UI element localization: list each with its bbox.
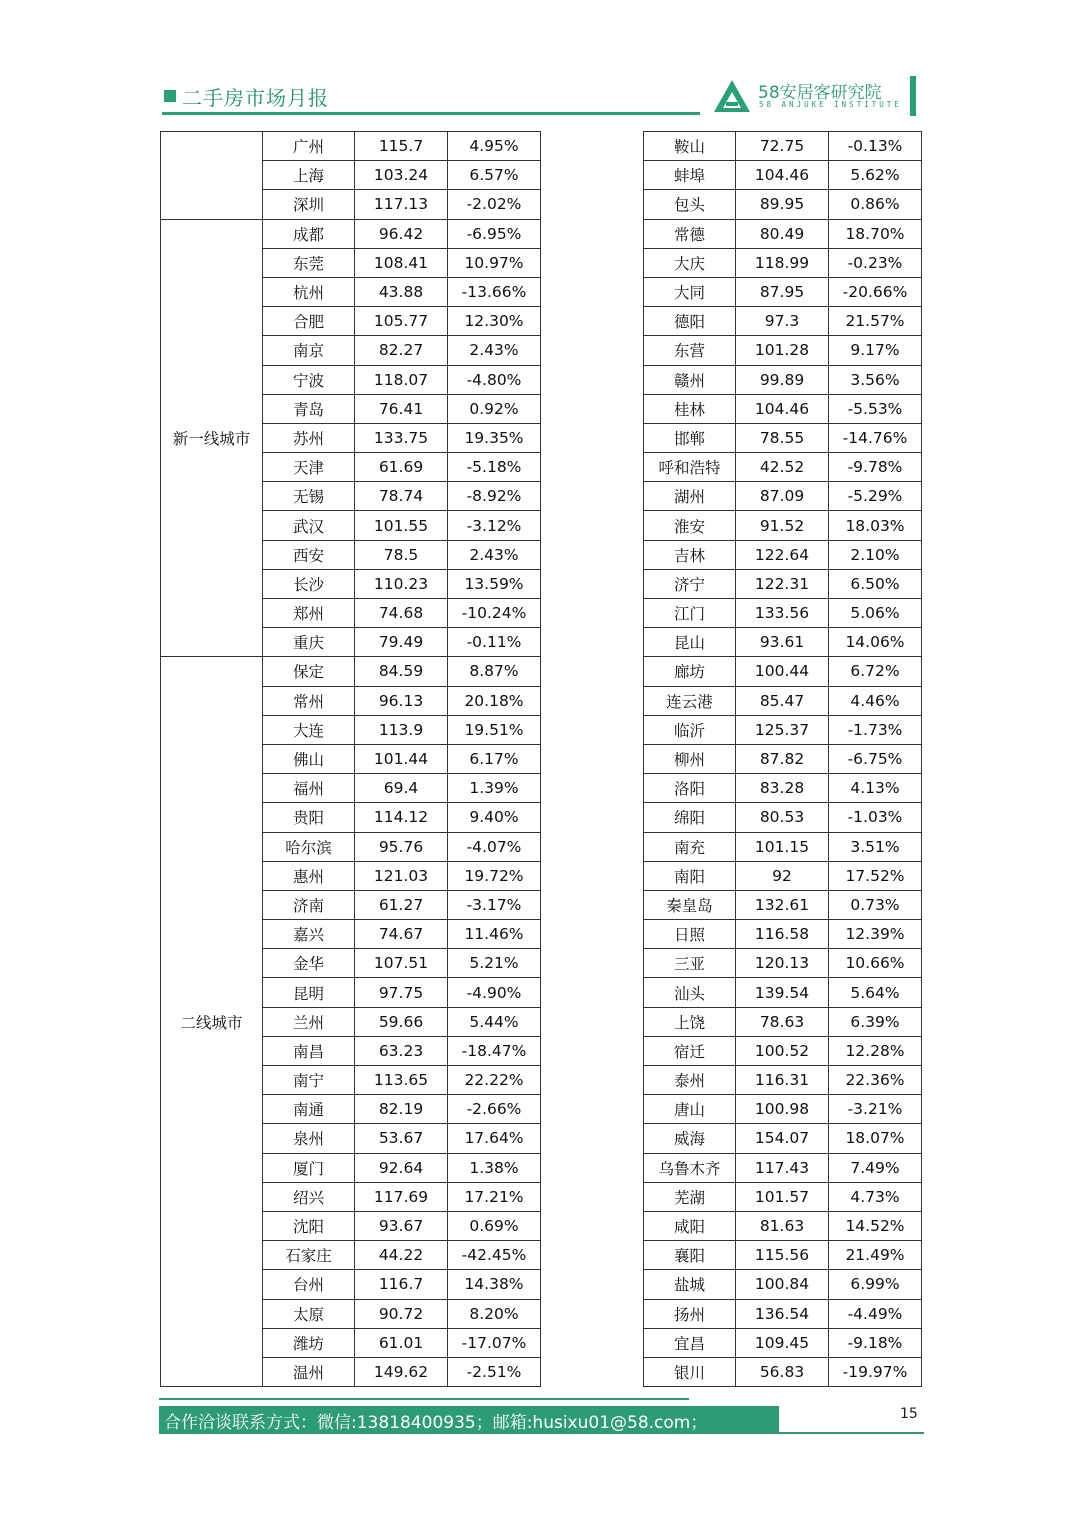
right-value-cell: 56.83 bbox=[736, 1357, 829, 1386]
right-value-cell: 115.56 bbox=[736, 1241, 829, 1270]
left-value-cell: 61.27 bbox=[355, 890, 448, 919]
right-city-cell: 淮安 bbox=[644, 511, 736, 540]
tier-label: 二线城市 bbox=[161, 657, 263, 1387]
left-city-cell: 重庆 bbox=[263, 628, 355, 657]
right-city-cell: 宜昌 bbox=[644, 1328, 736, 1357]
right-change-cell: -14.76% bbox=[829, 423, 922, 452]
right-value-cell: 133.56 bbox=[736, 599, 829, 628]
right-value-cell: 80.49 bbox=[736, 219, 829, 248]
right-change-cell: 14.52% bbox=[829, 1211, 922, 1240]
left-change-cell: -8.92% bbox=[448, 482, 541, 511]
left-change-cell: -4.07% bbox=[448, 832, 541, 861]
left-value-cell: 74.68 bbox=[355, 599, 448, 628]
right-change-cell: -9.78% bbox=[829, 453, 922, 482]
right-city-cell: 汕头 bbox=[644, 978, 736, 1007]
left-value-cell: 117.69 bbox=[355, 1182, 448, 1211]
right-value-cell: 101.28 bbox=[736, 336, 829, 365]
right-value-cell: 72.75 bbox=[736, 132, 829, 161]
left-change-cell: 20.18% bbox=[448, 686, 541, 715]
left-value-cell: 114.12 bbox=[355, 803, 448, 832]
left-value-cell: 101.44 bbox=[355, 744, 448, 773]
left-value-cell: 74.67 bbox=[355, 920, 448, 949]
right-value-cell: 101.15 bbox=[736, 832, 829, 861]
right-city-cell: 襄阳 bbox=[644, 1241, 736, 1270]
left-value-cell: 92.64 bbox=[355, 1153, 448, 1182]
left-city-cell: 福州 bbox=[263, 774, 355, 803]
left-city-cell: 郑州 bbox=[263, 599, 355, 628]
left-city-cell: 贵阳 bbox=[263, 803, 355, 832]
table-body bbox=[161, 132, 922, 1387]
left-city-cell: 东莞 bbox=[263, 248, 355, 277]
left-value-cell: 113.65 bbox=[355, 1066, 448, 1095]
right-change-cell: 0.86% bbox=[829, 190, 922, 219]
right-change-cell: -6.75% bbox=[829, 744, 922, 773]
column-gap bbox=[541, 132, 644, 1387]
right-value-cell: 89.95 bbox=[736, 190, 829, 219]
right-value-cell: 136.54 bbox=[736, 1299, 829, 1328]
right-city-cell: 吉林 bbox=[644, 540, 736, 569]
right-value-cell: 117.43 bbox=[736, 1153, 829, 1182]
left-city-cell: 佛山 bbox=[263, 744, 355, 773]
left-city-cell: 天津 bbox=[263, 453, 355, 482]
left-value-cell: 95.76 bbox=[355, 832, 448, 861]
right-value-cell: 116.58 bbox=[736, 920, 829, 949]
right-change-cell: -1.73% bbox=[829, 715, 922, 744]
left-change-cell: -0.11% bbox=[448, 628, 541, 657]
right-city-cell: 蚌埠 bbox=[644, 161, 736, 190]
left-change-cell: 17.64% bbox=[448, 1124, 541, 1153]
title-square-icon bbox=[164, 90, 176, 102]
left-change-cell: 2.43% bbox=[448, 336, 541, 365]
right-city-cell: 大同 bbox=[644, 277, 736, 306]
right-change-cell: 6.99% bbox=[829, 1270, 922, 1299]
left-value-cell: 79.49 bbox=[355, 628, 448, 657]
left-city-cell: 宁波 bbox=[263, 365, 355, 394]
left-city-cell: 厦门 bbox=[263, 1153, 355, 1182]
left-city-cell: 合肥 bbox=[263, 307, 355, 336]
left-change-cell: 22.22% bbox=[448, 1066, 541, 1095]
right-change-cell: -0.13% bbox=[829, 132, 922, 161]
left-value-cell: 61.69 bbox=[355, 453, 448, 482]
logo-subtext: 58 ANJUKE INSTITUTE bbox=[759, 100, 902, 109]
right-change-cell: 17.52% bbox=[829, 861, 922, 890]
left-city-cell: 保定 bbox=[263, 657, 355, 686]
left-change-cell: -2.66% bbox=[448, 1095, 541, 1124]
left-change-cell: 5.44% bbox=[448, 1007, 541, 1036]
right-change-cell: 6.50% bbox=[829, 569, 922, 598]
left-change-cell: 11.46% bbox=[448, 920, 541, 949]
left-change-cell: 2.43% bbox=[448, 540, 541, 569]
left-city-cell: 武汉 bbox=[263, 511, 355, 540]
right-city-cell: 乌鲁木齐 bbox=[644, 1153, 736, 1182]
left-value-cell: 82.27 bbox=[355, 336, 448, 365]
tier-label bbox=[161, 132, 263, 220]
header-accent-bar bbox=[910, 76, 916, 116]
right-city-cell: 宿迁 bbox=[644, 1036, 736, 1065]
right-change-cell: 4.73% bbox=[829, 1182, 922, 1211]
left-value-cell: 44.22 bbox=[355, 1241, 448, 1270]
tier-label: 新一线城市 bbox=[161, 219, 263, 657]
right-value-cell: 78.55 bbox=[736, 423, 829, 452]
right-city-cell: 三亚 bbox=[644, 949, 736, 978]
left-value-cell: 110.23 bbox=[355, 569, 448, 598]
right-city-cell: 秦皇岛 bbox=[644, 890, 736, 919]
left-city-cell: 台州 bbox=[263, 1270, 355, 1299]
left-city-cell: 苏州 bbox=[263, 423, 355, 452]
right-value-cell: 100.84 bbox=[736, 1270, 829, 1299]
right-value-cell: 109.45 bbox=[736, 1328, 829, 1357]
left-value-cell: 93.67 bbox=[355, 1211, 448, 1240]
price-table bbox=[160, 131, 922, 1387]
right-city-cell: 盐城 bbox=[644, 1270, 736, 1299]
left-value-cell: 59.66 bbox=[355, 1007, 448, 1036]
right-city-cell: 扬州 bbox=[644, 1299, 736, 1328]
left-value-cell: 78.74 bbox=[355, 482, 448, 511]
left-value-cell: 63.23 bbox=[355, 1036, 448, 1065]
right-city-cell: 江门 bbox=[644, 599, 736, 628]
right-change-cell: 9.17% bbox=[829, 336, 922, 365]
left-change-cell: -10.24% bbox=[448, 599, 541, 628]
left-city-cell: 深圳 bbox=[263, 190, 355, 219]
left-city-cell: 无锡 bbox=[263, 482, 355, 511]
right-city-cell: 济宁 bbox=[644, 569, 736, 598]
left-value-cell: 118.07 bbox=[355, 365, 448, 394]
left-city-cell: 南昌 bbox=[263, 1036, 355, 1065]
right-change-cell: 21.57% bbox=[829, 307, 922, 336]
right-change-cell: 18.03% bbox=[829, 511, 922, 540]
right-change-cell: 4.46% bbox=[829, 686, 922, 715]
right-change-cell: 6.72% bbox=[829, 657, 922, 686]
right-value-cell: 97.3 bbox=[736, 307, 829, 336]
left-value-cell: 101.55 bbox=[355, 511, 448, 540]
left-change-cell: -42.45% bbox=[448, 1241, 541, 1270]
left-change-cell: -2.02% bbox=[448, 190, 541, 219]
left-value-cell: 103.24 bbox=[355, 161, 448, 190]
right-city-cell: 洛阳 bbox=[644, 774, 736, 803]
right-value-cell: 125.37 bbox=[736, 715, 829, 744]
left-change-cell: -4.90% bbox=[448, 978, 541, 1007]
logo-text: 58安居客研究院 bbox=[758, 83, 882, 103]
right-city-cell: 南阳 bbox=[644, 861, 736, 890]
right-change-cell: -9.18% bbox=[829, 1328, 922, 1357]
right-value-cell: 92 bbox=[736, 861, 829, 890]
left-change-cell: 5.21% bbox=[448, 949, 541, 978]
left-value-cell: 76.41 bbox=[355, 394, 448, 423]
right-change-cell: 6.39% bbox=[829, 1007, 922, 1036]
left-value-cell: 117.13 bbox=[355, 190, 448, 219]
footer-contact: 合作洽谈联系方式：微信:13818400935；邮箱:husixu01@58.com； bbox=[164, 1413, 708, 1433]
right-value-cell: 120.13 bbox=[736, 949, 829, 978]
right-value-cell: 116.31 bbox=[736, 1066, 829, 1095]
left-change-cell: 19.35% bbox=[448, 423, 541, 452]
right-change-cell: 7.49% bbox=[829, 1153, 922, 1182]
right-change-cell: 5.64% bbox=[829, 978, 922, 1007]
left-value-cell: 82.19 bbox=[355, 1095, 448, 1124]
left-value-cell: 43.88 bbox=[355, 277, 448, 306]
left-value-cell: 116.7 bbox=[355, 1270, 448, 1299]
right-city-cell: 上饶 bbox=[644, 1007, 736, 1036]
left-value-cell: 113.9 bbox=[355, 715, 448, 744]
left-change-cell: -4.80% bbox=[448, 365, 541, 394]
header-divider bbox=[162, 112, 700, 115]
right-change-cell: -0.23% bbox=[829, 248, 922, 277]
right-city-cell: 大庆 bbox=[644, 248, 736, 277]
right-value-cell: 122.64 bbox=[736, 540, 829, 569]
right-change-cell: 12.28% bbox=[829, 1036, 922, 1065]
left-change-cell: 4.95% bbox=[448, 132, 541, 161]
right-change-cell: 0.73% bbox=[829, 890, 922, 919]
left-city-cell: 泉州 bbox=[263, 1124, 355, 1153]
left-change-cell: 17.21% bbox=[448, 1182, 541, 1211]
logo bbox=[712, 76, 902, 116]
left-city-cell: 绍兴 bbox=[263, 1182, 355, 1211]
left-change-cell: 8.87% bbox=[448, 657, 541, 686]
left-city-cell: 常州 bbox=[263, 686, 355, 715]
left-city-cell: 南通 bbox=[263, 1095, 355, 1124]
right-city-cell: 芜湖 bbox=[644, 1182, 736, 1211]
right-change-cell: -19.97% bbox=[829, 1357, 922, 1386]
right-value-cell: 104.46 bbox=[736, 394, 829, 423]
left-value-cell: 53.67 bbox=[355, 1124, 448, 1153]
right-value-cell: 118.99 bbox=[736, 248, 829, 277]
left-change-cell: -17.07% bbox=[448, 1328, 541, 1357]
right-change-cell: 3.51% bbox=[829, 832, 922, 861]
report-title: 二手房市场月报 bbox=[182, 86, 329, 110]
right-city-cell: 唐山 bbox=[644, 1095, 736, 1124]
left-city-cell: 太原 bbox=[263, 1299, 355, 1328]
right-change-cell: 22.36% bbox=[829, 1066, 922, 1095]
left-value-cell: 108.41 bbox=[355, 248, 448, 277]
left-city-cell: 昆明 bbox=[263, 978, 355, 1007]
right-city-cell: 威海 bbox=[644, 1124, 736, 1153]
right-city-cell: 邯郸 bbox=[644, 423, 736, 452]
right-change-cell: 21.49% bbox=[829, 1241, 922, 1270]
left-change-cell: 6.17% bbox=[448, 744, 541, 773]
right-value-cell: 81.63 bbox=[736, 1211, 829, 1240]
right-city-cell: 德阳 bbox=[644, 307, 736, 336]
right-value-cell: 42.52 bbox=[736, 453, 829, 482]
right-change-cell: 3.56% bbox=[829, 365, 922, 394]
left-value-cell: 84.59 bbox=[355, 657, 448, 686]
right-change-cell: 4.13% bbox=[829, 774, 922, 803]
left-value-cell: 121.03 bbox=[355, 861, 448, 890]
left-change-cell: -3.12% bbox=[448, 511, 541, 540]
right-change-cell: 14.06% bbox=[829, 628, 922, 657]
left-city-cell: 南京 bbox=[263, 336, 355, 365]
right-change-cell: 2.10% bbox=[829, 540, 922, 569]
left-value-cell: 69.4 bbox=[355, 774, 448, 803]
right-city-cell: 连云港 bbox=[644, 686, 736, 715]
left-city-cell: 温州 bbox=[263, 1357, 355, 1386]
right-city-cell: 日照 bbox=[644, 920, 736, 949]
table-row bbox=[161, 132, 922, 161]
left-change-cell: -18.47% bbox=[448, 1036, 541, 1065]
left-value-cell: 90.72 bbox=[355, 1299, 448, 1328]
right-value-cell: 91.52 bbox=[736, 511, 829, 540]
right-value-cell: 93.61 bbox=[736, 628, 829, 657]
right-city-cell: 桂林 bbox=[644, 394, 736, 423]
right-change-cell: 5.62% bbox=[829, 161, 922, 190]
right-city-cell: 昆山 bbox=[644, 628, 736, 657]
right-change-cell: -3.21% bbox=[829, 1095, 922, 1124]
left-change-cell: 19.51% bbox=[448, 715, 541, 744]
right-change-cell: -20.66% bbox=[829, 277, 922, 306]
right-change-cell: -5.53% bbox=[829, 394, 922, 423]
left-city-cell: 沈阳 bbox=[263, 1211, 355, 1240]
right-value-cell: 122.31 bbox=[736, 569, 829, 598]
right-city-cell: 廊坊 bbox=[644, 657, 736, 686]
left-value-cell: 96.13 bbox=[355, 686, 448, 715]
left-city-cell: 成都 bbox=[263, 219, 355, 248]
left-city-cell: 上海 bbox=[263, 161, 355, 190]
left-change-cell: 8.20% bbox=[448, 1299, 541, 1328]
page-number: 15 bbox=[900, 1406, 918, 1422]
right-city-cell: 泰州 bbox=[644, 1066, 736, 1095]
left-value-cell: 107.51 bbox=[355, 949, 448, 978]
left-change-cell: -2.51% bbox=[448, 1357, 541, 1386]
right-value-cell: 101.57 bbox=[736, 1182, 829, 1211]
right-city-cell: 赣州 bbox=[644, 365, 736, 394]
left-city-cell: 杭州 bbox=[263, 277, 355, 306]
right-value-cell: 83.28 bbox=[736, 774, 829, 803]
right-value-cell: 132.61 bbox=[736, 890, 829, 919]
right-change-cell: -5.29% bbox=[829, 482, 922, 511]
left-value-cell: 133.75 bbox=[355, 423, 448, 452]
right-change-cell: 12.39% bbox=[829, 920, 922, 949]
right-value-cell: 85.47 bbox=[736, 686, 829, 715]
left-city-cell: 青岛 bbox=[263, 394, 355, 423]
right-city-cell: 鞍山 bbox=[644, 132, 736, 161]
right-value-cell: 80.53 bbox=[736, 803, 829, 832]
right-city-cell: 常德 bbox=[644, 219, 736, 248]
right-value-cell: 100.44 bbox=[736, 657, 829, 686]
right-value-cell: 154.07 bbox=[736, 1124, 829, 1153]
left-change-cell: -13.66% bbox=[448, 277, 541, 306]
left-city-cell: 长沙 bbox=[263, 569, 355, 598]
left-city-cell: 金华 bbox=[263, 949, 355, 978]
left-city-cell: 哈尔滨 bbox=[263, 832, 355, 861]
left-city-cell: 大连 bbox=[263, 715, 355, 744]
right-city-cell: 咸阳 bbox=[644, 1211, 736, 1240]
right-city-cell: 包头 bbox=[644, 190, 736, 219]
left-city-cell: 南宁 bbox=[263, 1066, 355, 1095]
right-change-cell: -4.49% bbox=[829, 1299, 922, 1328]
logo-mark-icon bbox=[712, 78, 752, 114]
left-change-cell: -5.18% bbox=[448, 453, 541, 482]
left-change-cell: 1.39% bbox=[448, 774, 541, 803]
right-value-cell: 139.54 bbox=[736, 978, 829, 1007]
right-value-cell: 100.52 bbox=[736, 1036, 829, 1065]
right-city-cell: 临沂 bbox=[644, 715, 736, 744]
right-value-cell: 87.09 bbox=[736, 482, 829, 511]
left-change-cell: 1.38% bbox=[448, 1153, 541, 1182]
right-value-cell: 78.63 bbox=[736, 1007, 829, 1036]
footer-divider bbox=[159, 1398, 689, 1400]
left-change-cell: 6.57% bbox=[448, 161, 541, 190]
left-change-cell: 0.92% bbox=[448, 394, 541, 423]
left-value-cell: 96.42 bbox=[355, 219, 448, 248]
left-value-cell: 149.62 bbox=[355, 1357, 448, 1386]
left-change-cell: 12.30% bbox=[448, 307, 541, 336]
right-change-cell: 10.66% bbox=[829, 949, 922, 978]
right-city-cell: 绵阳 bbox=[644, 803, 736, 832]
left-change-cell: 9.40% bbox=[448, 803, 541, 832]
right-city-cell: 湖州 bbox=[644, 482, 736, 511]
left-city-cell: 西安 bbox=[263, 540, 355, 569]
left-change-cell: 0.69% bbox=[448, 1211, 541, 1240]
right-change-cell: 18.70% bbox=[829, 219, 922, 248]
right-city-cell: 柳州 bbox=[644, 744, 736, 773]
left-change-cell: 14.38% bbox=[448, 1270, 541, 1299]
left-change-cell: 19.72% bbox=[448, 861, 541, 890]
right-city-cell: 东营 bbox=[644, 336, 736, 365]
left-value-cell: 61.01 bbox=[355, 1328, 448, 1357]
right-value-cell: 87.95 bbox=[736, 277, 829, 306]
left-change-cell: 10.97% bbox=[448, 248, 541, 277]
left-change-cell: -6.95% bbox=[448, 219, 541, 248]
left-value-cell: 105.77 bbox=[355, 307, 448, 336]
left-city-cell: 石家庄 bbox=[263, 1241, 355, 1270]
left-change-cell: -3.17% bbox=[448, 890, 541, 919]
right-value-cell: 99.89 bbox=[736, 365, 829, 394]
right-city-cell: 南充 bbox=[644, 832, 736, 861]
right-value-cell: 100.98 bbox=[736, 1095, 829, 1124]
left-value-cell: 115.7 bbox=[355, 132, 448, 161]
left-change-cell: 13.59% bbox=[448, 569, 541, 598]
left-city-cell: 兰州 bbox=[263, 1007, 355, 1036]
left-city-cell: 济南 bbox=[263, 890, 355, 919]
right-change-cell: 18.07% bbox=[829, 1124, 922, 1153]
left-city-cell: 惠州 bbox=[263, 861, 355, 890]
left-value-cell: 97.75 bbox=[355, 978, 448, 1007]
right-city-cell: 银川 bbox=[644, 1357, 736, 1386]
right-value-cell: 87.82 bbox=[736, 744, 829, 773]
right-city-cell: 呼和浩特 bbox=[644, 453, 736, 482]
right-change-cell: -1.03% bbox=[829, 803, 922, 832]
left-value-cell: 78.5 bbox=[355, 540, 448, 569]
right-change-cell: 5.06% bbox=[829, 599, 922, 628]
left-city-cell: 嘉兴 bbox=[263, 920, 355, 949]
right-value-cell: 104.46 bbox=[736, 161, 829, 190]
left-city-cell: 广州 bbox=[263, 132, 355, 161]
left-city-cell: 潍坊 bbox=[263, 1328, 355, 1357]
